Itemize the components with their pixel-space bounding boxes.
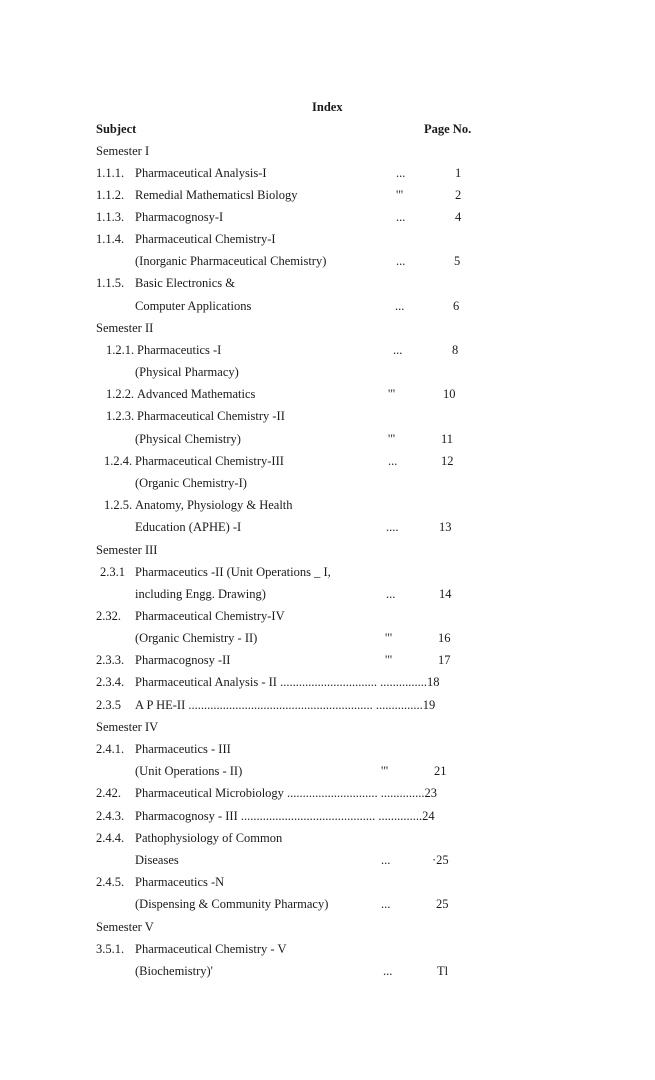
entry-title: Pharmaceutical Chemistry - V: [135, 942, 287, 956]
entry-title: Pharmaceutics -II (Unit Operations _ I,: [135, 565, 331, 579]
entry-title: Pathophysiology of Common: [135, 831, 283, 845]
entry-number: 1.1.4.: [96, 232, 125, 246]
entry-subtitle: (Organic Chemistry-I): [135, 476, 247, 490]
entry-title: Anatomy, Physiology & Health: [135, 498, 293, 512]
entry-number: 2.3.4.: [96, 675, 125, 689]
page-title: Index: [312, 100, 343, 114]
entry-number: 1.2.1.: [106, 343, 135, 357]
entry-leader: '": [388, 387, 396, 401]
entry-leader: ...: [383, 964, 393, 978]
entry-number: 2.3.1: [100, 565, 125, 579]
page-no-header: Page No.: [424, 122, 472, 136]
entry-number: 2.42.: [96, 786, 121, 800]
entry-number: 2.32.: [96, 609, 121, 623]
entry-title: Pharmaceutical Chemistry-I: [135, 232, 276, 246]
entry-subtitle: (Physical Chemistry): [135, 432, 241, 446]
entry-title: Basic Electronics &: [135, 276, 235, 290]
subject-header: Subject: [96, 122, 137, 136]
entry-number: 2.3.5: [96, 698, 121, 712]
entry-page: 4: [455, 210, 462, 224]
entry-subtitle: Diseases: [135, 853, 179, 867]
entry-subtitle: Computer Applications: [135, 299, 252, 313]
entry-page: 12: [441, 454, 454, 468]
entry-title: Pharmaceutical Analysis-I: [135, 166, 267, 180]
entry-leader: ...: [386, 587, 396, 601]
entry-page: 5: [454, 254, 461, 268]
entry-title: Pharmaceutical Chemistry-IV: [135, 609, 285, 623]
entry-title: Pharmacognosy - III ........................................... ..............24: [135, 809, 435, 823]
entry-page: 16: [438, 631, 451, 645]
entry-leader: '": [385, 653, 393, 667]
entry-number: 1.2.2.: [106, 387, 135, 401]
entry-number: 1.1.3.: [96, 210, 125, 224]
entry-number: 1.2.5.: [104, 498, 133, 512]
entry-subtitle: (Organic Chemistry - II): [135, 631, 258, 645]
entry-page: Tl: [437, 964, 449, 978]
entry-title: Pharmaceutical Analysis - II ............................... ...............18: [135, 675, 440, 689]
entry-number: 1.2.3.: [106, 409, 135, 423]
entry-page: 17: [438, 653, 451, 667]
entry-title: Pharmaceutical Chemistry -II: [137, 409, 285, 423]
semester-heading: Semester I: [96, 144, 150, 158]
entry-title: Pharmacognosy -II: [135, 653, 231, 667]
entry-leader: '": [385, 631, 393, 645]
entry-title: Pharmacognosy-I: [135, 210, 224, 224]
entry-page: ·25: [432, 853, 449, 867]
entry-subtitle: (Physical Pharmacy): [135, 365, 239, 379]
entry-leader: '": [396, 188, 404, 202]
entry-leader: ...: [396, 254, 406, 268]
entry-subtitle: (Unit Operations - II): [135, 764, 243, 778]
entry-leader: ...: [395, 299, 405, 313]
entry-subtitle: including Engg. Drawing): [135, 587, 266, 601]
entry-number: 2.4.5.: [96, 875, 125, 889]
entry-number: 2.4.3.: [96, 809, 125, 823]
entry-page: 21: [434, 764, 447, 778]
entry-number: 3.5.1.: [96, 942, 125, 956]
entry-leader: ...: [381, 897, 391, 911]
entry-page: 6: [453, 299, 460, 313]
entry-number: 2.3.3.: [96, 653, 125, 667]
entry-leader: '": [388, 432, 396, 446]
entry-leader: ...: [388, 454, 398, 468]
entry-subtitle: Education (APHE) -I: [135, 520, 242, 534]
semester-heading: Semester III: [96, 543, 158, 557]
entry-page: 11: [441, 432, 454, 446]
entry-leader: ...: [393, 343, 403, 357]
entry-subtitle: (Dispensing & Community Pharmacy): [135, 897, 329, 911]
entry-number: 2.4.4.: [96, 831, 125, 845]
entry-page: 14: [439, 587, 452, 601]
entry-number: 1.1.5.: [96, 276, 125, 290]
entry-title: A P HE-II ........................................................... ...............19: [135, 698, 436, 712]
entry-page: 25: [436, 897, 449, 911]
entry-leader: ...: [396, 210, 406, 224]
entry-number: 1.1.1.: [96, 166, 125, 180]
entry-title: Pharmaceutics -I: [137, 343, 222, 357]
entry-title: Pharmaceutics - III: [135, 742, 231, 756]
entry-subtitle: (Inorganic Pharmaceutical Chemistry): [135, 254, 327, 268]
entry-leader: ...: [396, 166, 406, 180]
entry-title: Remedial Mathematicsl Biology: [135, 188, 298, 202]
entry-page: 1: [455, 166, 462, 180]
semester-heading: Semester II: [96, 321, 154, 335]
entry-number: 1.2.4.: [104, 454, 133, 468]
entry-title: Pharmaceutical Microbiology ............................. ..............23: [135, 786, 438, 800]
semester-heading: Semester V: [96, 920, 154, 934]
entry-page: 2: [455, 188, 462, 202]
entry-leader: ....: [386, 520, 399, 534]
entry-page: 8: [452, 343, 459, 357]
entry-number: 2.4.1.: [96, 742, 125, 756]
entry-title: Pharmaceutical Chemistry-III: [135, 454, 284, 468]
entry-title: Advanced Mathematics: [137, 387, 256, 401]
entry-page: 13: [439, 520, 452, 534]
entry-leader: '": [381, 764, 389, 778]
entry-leader: ...: [381, 853, 391, 867]
entry-number: 1.1.2.: [96, 188, 125, 202]
entry-subtitle: (Biochemistry)': [135, 964, 213, 978]
entry-page: 10: [443, 387, 456, 401]
entry-title: Pharmaceutics -N: [135, 875, 225, 889]
semester-heading: Semester IV: [96, 720, 159, 734]
